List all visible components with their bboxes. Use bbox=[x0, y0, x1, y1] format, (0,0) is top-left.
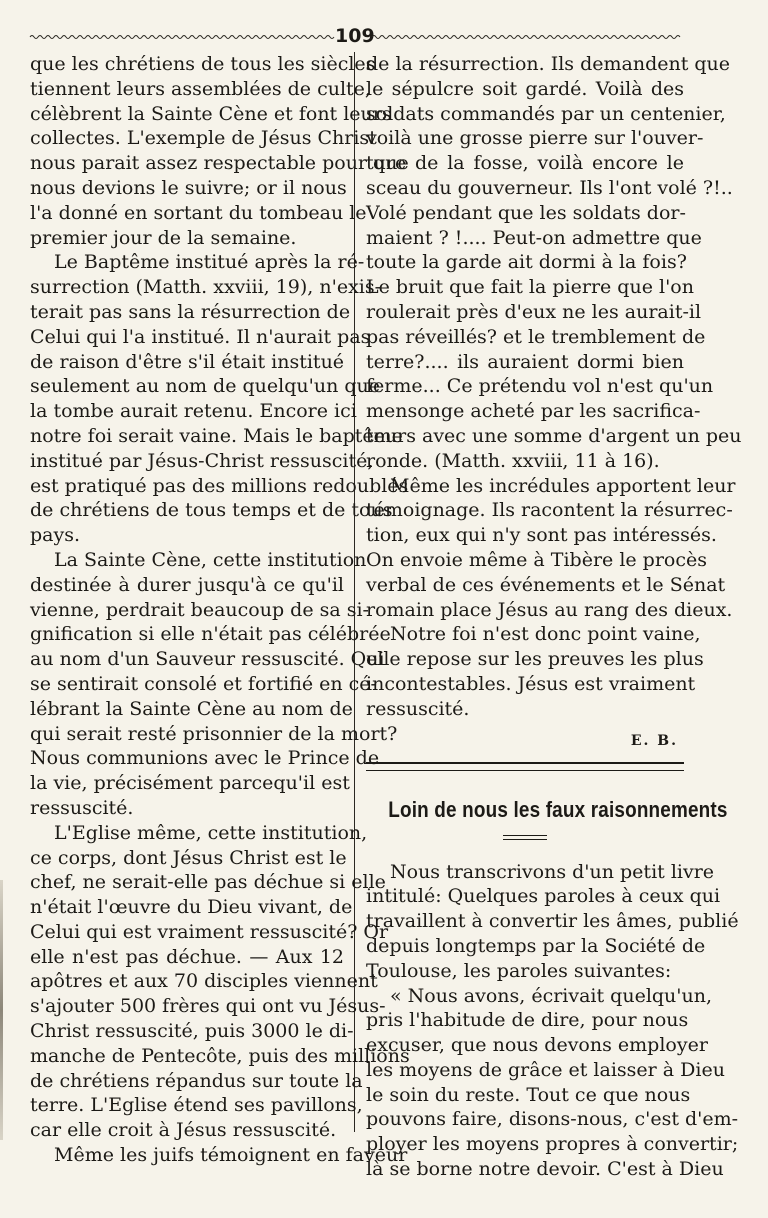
text-line: On envoie même à Tibère le procès bbox=[366, 548, 707, 571]
text-line: Volé pendant que les soldats dor- bbox=[366, 201, 686, 224]
text-line: pas réveillés? et le tremblement de bbox=[366, 325, 706, 348]
text-line: les moyens de grâce et laisser à Dieu bbox=[366, 1058, 725, 1081]
text-line: Celui qui est vraiment ressuscité? Or bbox=[30, 920, 389, 943]
text-line: terre. L'Eglise étend ses pavillons, bbox=[30, 1094, 363, 1117]
section-separator bbox=[366, 762, 684, 771]
text-line: car elle croit à Jésus ressuscité. bbox=[30, 1119, 337, 1142]
text-line: est pratiqué pas des millions redoublés bbox=[30, 474, 409, 497]
text-line: terait pas sans la résurrection de bbox=[30, 300, 351, 323]
text-line: de raison d'être s'il était institué bbox=[30, 350, 345, 373]
text-line: premier jour de la semaine. bbox=[30, 226, 297, 249]
text-line: pris l'habitude de dire, pour nous bbox=[366, 1009, 689, 1032]
text-line: témoignage. Ils racontent la résurrec- bbox=[366, 499, 733, 522]
left-column bbox=[30, 52, 410, 1168]
text-line: que les chrétiens de tous les siècles bbox=[30, 53, 376, 75]
text-line: qui serait resté prisonnier de la mort? bbox=[30, 722, 398, 745]
text-line: de chrétiens répandus sur toute la bbox=[30, 1069, 363, 1092]
text-line: depuis longtemps par la Société de bbox=[366, 934, 706, 957]
text-line: au nom d'un Sauveur ressuscité. Qui bbox=[30, 648, 385, 671]
text-line: roulerait près d'eux ne les aurait-il bbox=[366, 300, 702, 323]
text-line: teurs avec une somme d'argent un peu bbox=[366, 424, 742, 447]
text-line: célèbrent la Sainte Cène et font leurs bbox=[30, 102, 392, 125]
heading-ornament-rule bbox=[503, 835, 547, 840]
text-line: Même les incrédules apportent leur bbox=[390, 474, 736, 497]
text-line: apôtres et aux 70 disciples viennent bbox=[30, 970, 378, 993]
text-line: romain place Jésus au rang des dieux. bbox=[366, 598, 733, 621]
text-line: verbal de ces événements et le Sénat bbox=[366, 573, 726, 596]
text-line: gnification si elle n'était pas célébrée bbox=[30, 623, 391, 646]
text-line: mensonge acheté par les sacrifica- bbox=[366, 400, 701, 423]
text-line: intitulé: Quelques paroles à ceux qui bbox=[366, 885, 721, 908]
text-line: travaillent à convertir les âmes, publié bbox=[366, 910, 739, 933]
text-line: notre foi serait vaine. Mais le baptême bbox=[30, 424, 403, 447]
text-line: toute la garde ait dormi à la fois? bbox=[366, 251, 687, 274]
section-heading: Loin de nous les faux raisonnements bbox=[388, 796, 728, 822]
text-line: ronde. (Matth. xxviii, 11 à 16). bbox=[366, 449, 660, 472]
text-line: ture de la fosse, voilà encore le bbox=[366, 152, 684, 175]
text-line: tion, eux qui n'y sont pas intéressés. bbox=[366, 524, 717, 547]
text-line: ferme... Ce prétendu vol n'est qu'un bbox=[366, 375, 714, 398]
text-line: collectes. L'exemple de Jésus Christ bbox=[30, 127, 377, 150]
right-column bbox=[366, 52, 742, 1182]
text-line: elle repose sur les preuves les plus bbox=[366, 648, 704, 671]
text-line: Même les juifs témoignent en faveur bbox=[54, 1144, 408, 1167]
text-line: Le Baptême institué après la ré- bbox=[54, 251, 365, 274]
text-line: voilà une grosse pierre sur l'ouver- bbox=[366, 127, 704, 150]
text-line: pouvons faire, disons-nous, c'est d'em- bbox=[366, 1108, 739, 1131]
text-line: surrection (Matth. xxviii, 19), n'exis- bbox=[30, 276, 382, 299]
text-line: vienne, perdrait beaucoup de sa si- bbox=[30, 598, 369, 621]
text-line: Nous transcrivons d'un petit livre bbox=[390, 860, 715, 883]
text-line: Christ ressuscité, puis 3000 le di- bbox=[30, 1020, 354, 1043]
text-line: Le bruit que fait la pierre que l'on bbox=[366, 276, 694, 299]
text-line: sceau du gouverneur. Ils l'ont volé ?!.. bbox=[366, 176, 733, 199]
text-line: L'Eglise même, cette institution, bbox=[54, 821, 368, 844]
author-signature: E. B. bbox=[630, 732, 678, 749]
text-line: tiennent leurs assemblées de culte, bbox=[30, 77, 371, 100]
scan-edge-shadow bbox=[0, 880, 3, 1140]
text-line: la tombe aurait retenu. Encore ici bbox=[30, 400, 357, 423]
text-line: Nous communions avec le Prince de bbox=[30, 747, 380, 770]
text-line: terre?.... ils auraient dormi bien bbox=[366, 350, 684, 373]
header-ornament-right bbox=[372, 34, 682, 40]
text-line: ressuscité. bbox=[366, 697, 470, 720]
text-line: n'était l'œuvre du Dieu vivant, de bbox=[30, 896, 353, 919]
text-line: lébrant la Sainte Cène au nom de bbox=[30, 697, 353, 720]
page-header bbox=[30, 26, 682, 46]
text-line: ployer les moyens propres à convertir; bbox=[366, 1133, 739, 1156]
text-line: excuser, que nous devons employer bbox=[366, 1034, 708, 1057]
text-line: manche de Pentecôte, puis des millions bbox=[30, 1044, 410, 1067]
text-line: Notre foi n'est donc point vaine, bbox=[390, 623, 701, 646]
text-line: se sentirait consolé et fortifié en cé- bbox=[30, 672, 377, 695]
text-line: La Sainte Cène, cette institution bbox=[54, 548, 367, 571]
text-line: pays. bbox=[30, 524, 81, 547]
header-ornament-left bbox=[30, 34, 335, 40]
text-line: elle n'est pas déchue. — Aux 12 bbox=[30, 945, 344, 968]
text-line: nous devions le suivre; or il nous bbox=[30, 176, 347, 199]
text-line: la vie, précisément parcequ'il est bbox=[30, 772, 350, 795]
text-line: soldats commandés par un centenier, bbox=[366, 102, 726, 125]
text-line: Toulouse, les paroles suivantes: bbox=[366, 959, 672, 982]
text-line: nous parait assez respectable pour que bbox=[30, 152, 409, 175]
text-line: institué par Jésus-Christ ressuscité, bbox=[30, 449, 374, 472]
text-line: destinée à durer jusqu'à ce qu'il bbox=[30, 573, 344, 596]
text-line: « Nous avons, écrivait quelqu'un, bbox=[390, 984, 713, 1007]
text-line: de chrétiens de tous temps et de tous bbox=[30, 499, 393, 522]
text-line: maient ? !.... Peut-on admettre que bbox=[366, 226, 702, 249]
text-line: ce corps, dont Jésus Christ est le bbox=[30, 846, 347, 869]
text-line: l'a donné en sortant du tombeau le bbox=[30, 201, 367, 224]
right-column-text-b bbox=[366, 860, 739, 1182]
right-column-text-a bbox=[366, 52, 742, 722]
text-line: de la résurrection. Ils demandent que bbox=[366, 53, 731, 75]
text-line: là se borne notre devoir. C'est à Dieu bbox=[366, 1158, 724, 1181]
text-line: seulement au nom de quelqu'un que bbox=[30, 375, 381, 398]
text-line: incontestables. Jésus est vraiment bbox=[366, 672, 696, 695]
page-number: 109 bbox=[335, 25, 375, 47]
text-line: chef, ne serait-elle pas déchue si elle bbox=[30, 871, 386, 894]
text-line: s'ajouter 500 frères qui ont vu Jésus- bbox=[30, 995, 386, 1018]
text-line: Celui qui l'a institué. Il n'aurait pas bbox=[30, 325, 371, 348]
text-line: le sépulcre soit gardé. Voilà des bbox=[366, 77, 684, 100]
text-line: le soin du reste. Tout ce que nous bbox=[366, 1083, 691, 1106]
text-line: ressuscité. bbox=[30, 796, 134, 819]
